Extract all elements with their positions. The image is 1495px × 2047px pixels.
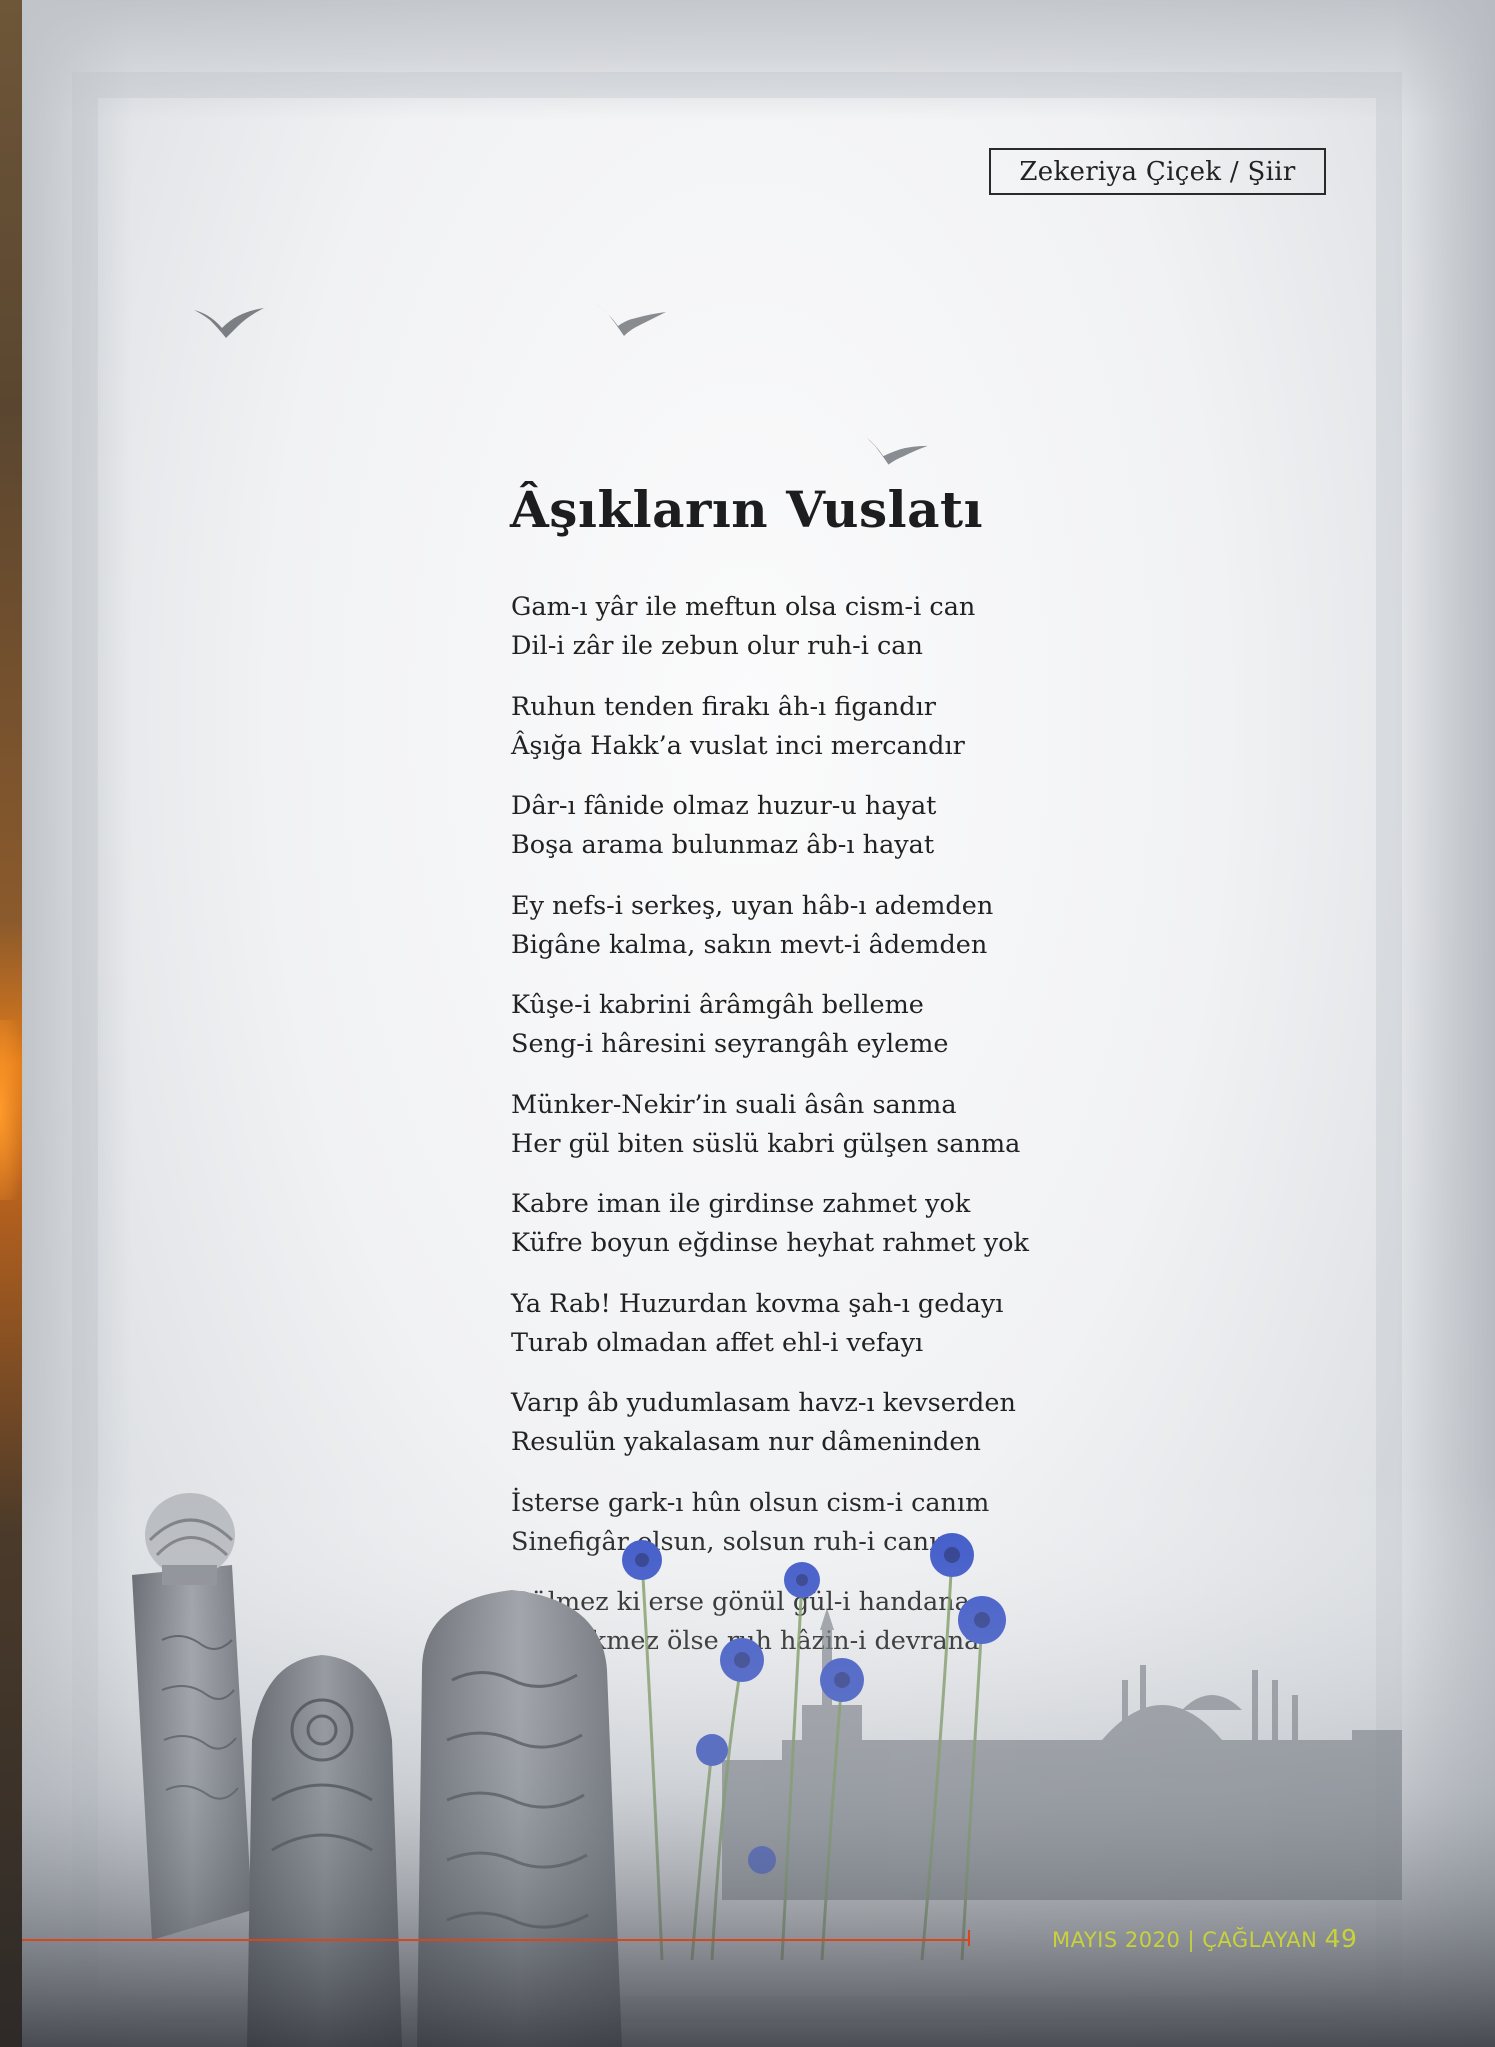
poem-stanza	[511, 1185, 1071, 1263]
footer-rule-tick	[968, 1930, 970, 1946]
poem-stanza	[511, 588, 1071, 666]
poem-stanza	[511, 787, 1071, 865]
author-section-text: Zekeriya Çiçek / Şiir	[1019, 156, 1296, 187]
poem-line: Dil-i zâr ile zebun olur ruh-i can	[511, 631, 923, 661]
poem-line: Bigâne kalma, sakın mevt-i âdemden	[511, 929, 988, 960]
poem-line: Kûşe-i kabrini ârâmgâh belleme	[511, 990, 924, 1020]
poem-title: Âşıkların Vuslatı	[510, 480, 984, 539]
poem-stanza	[511, 1384, 1071, 1462]
author-section-label	[989, 148, 1326, 195]
page-number: 49	[1324, 1924, 1358, 1953]
poem-line: Varıp âb yudumlasam havz-ı kevserden	[511, 1388, 1016, 1418]
poem-stanza	[511, 688, 1071, 766]
poem-line: Dâr-ı fânide olmaz huzur-u hayat	[511, 791, 937, 821]
poem-line: Seng-i hâresini seyrangâh eyleme	[511, 1029, 949, 1059]
bottom-scene-illustration	[22, 1480, 1495, 2047]
poem-stanza	[511, 986, 1071, 1064]
poem-line: Turab olmadan affet ehl-i vefayı	[511, 1327, 924, 1358]
poem-stanza	[511, 1285, 1071, 1363]
bird-icon	[862, 434, 932, 468]
footer	[1052, 1924, 1357, 1953]
poem-line: Ruhun tenden firakı âh-ı figandır	[511, 691, 936, 722]
poem-line: Boşa arama bulunmaz âb-ı hayat	[511, 830, 935, 860]
poem-line: Ey nefs-i serkeş, uyan hâb-ı ademden	[511, 890, 994, 921]
poem-stanza	[511, 1086, 1071, 1164]
bird-icon	[592, 300, 672, 340]
poem-line: Her gül biten süslü kabri gülşen sanma	[511, 1128, 1021, 1159]
poem-stanza	[511, 887, 1071, 965]
poem-line: Kabre iman ile girdinse zahmet yok	[511, 1189, 971, 1219]
bird-icon	[192, 304, 272, 344]
poem-line: Münker-Nekir’in suali âsân sanma	[511, 1089, 957, 1120]
left-edge-glow	[0, 1020, 22, 1200]
poem-line: Küfre boyun eğdinse heyhat rahmet yok	[511, 1228, 1029, 1258]
poem-line: Gam-ı yâr ile meftun olsa cism-i can	[511, 592, 976, 622]
poem-line: Âşığa Hakk’a vuslat inci mercandır	[511, 730, 965, 761]
poem-line: Resulün yakalasam nur dâmeninden	[511, 1427, 981, 1457]
footer-rule	[22, 1939, 970, 1941]
footer-issue: MAYIS 2020 | ÇAĞLAYAN	[1052, 1928, 1318, 1952]
poem-line: Ya Rab! Huzurdan kovma şah-ı gedayı	[511, 1288, 1004, 1319]
